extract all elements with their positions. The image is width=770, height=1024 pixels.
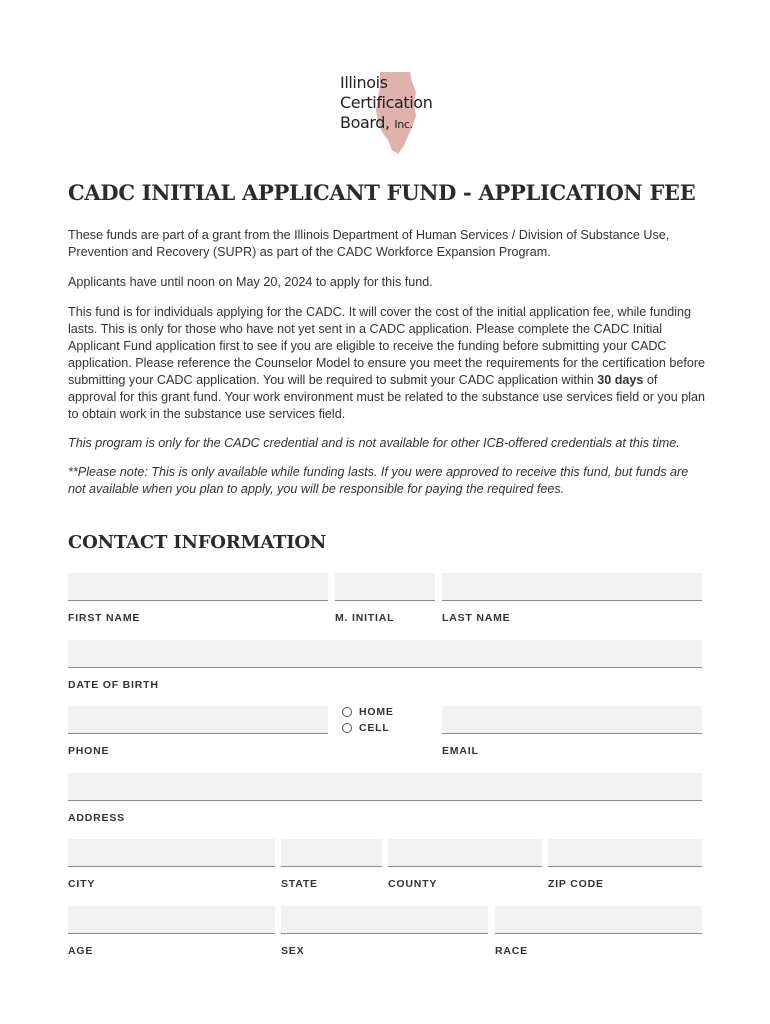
zip-code-field[interactable] xyxy=(548,839,702,867)
first-name-label: FIRST NAME xyxy=(68,612,141,624)
date-of-birth-field[interactable] xyxy=(68,640,702,668)
cadc-only-note: This program is only for the CADC credential and is not available for other ICB-offered credentials at this time. xyxy=(68,436,680,450)
state-field[interactable] xyxy=(281,839,382,867)
details-paragraph xyxy=(68,304,706,423)
funding-note: **Please note: This is only available while funding lasts. If you were approved to receive this fund, but funds are not available when you plan to apply, you will be responsible for paying the required fees. xyxy=(68,465,689,496)
sex-field[interactable] xyxy=(281,906,488,934)
date-of-birth-label: DATE OF BIRTH xyxy=(68,679,159,691)
logo-text-line3 xyxy=(340,114,413,134)
icb-logo xyxy=(336,66,436,158)
state-label: STATE xyxy=(281,878,318,890)
cell-radio-button[interactable] xyxy=(342,723,352,733)
address-label: ADDRESS xyxy=(68,812,125,824)
logo-text-board: Board, xyxy=(340,113,390,132)
home-radio-button[interactable] xyxy=(342,707,352,717)
phone-label: PHONE xyxy=(68,745,110,757)
first-name-field[interactable] xyxy=(68,573,328,601)
cell-radio-label: CELL xyxy=(359,722,390,734)
email-field[interactable] xyxy=(442,706,702,734)
intro-paragraph: These funds are part of a grant from the Illinois Department of Human Services / Division of Substance Use, Prevention and Recovery (SUPR) as part of the CADC Workforce Expansion Program. xyxy=(68,228,670,259)
race-field[interactable] xyxy=(495,906,702,934)
city-field[interactable] xyxy=(68,839,275,867)
page-title: CADC INITIAL APPLICANT FUND - APPLICATION FEE xyxy=(68,180,696,205)
last-name-field[interactable] xyxy=(442,573,702,601)
details-text-start: This fund is for individuals applying for the CADC. It will cover the cost of the initial application fee, while funding lasts. This is only for those who have not yet sent in a CADC application. Please complete the CADC Initial Applicant Fund application first to see if you are eligible to receive the funding before submitting your CADC application. Please reference the Counselor Model to ensure you meet the requirements for the certification before submitting your CADC application. You will be required to submit your CADC application within xyxy=(68,305,706,387)
age-field[interactable] xyxy=(68,906,275,934)
middle-initial-field[interactable] xyxy=(335,573,435,601)
address-field[interactable] xyxy=(68,773,702,801)
contact-section-heading: CONTACT INFORMATION xyxy=(68,532,327,553)
zip-code-label: ZIP CODE xyxy=(548,878,604,890)
age-label: AGE xyxy=(68,945,94,957)
details-bold-days: 30 days xyxy=(597,373,644,387)
details-text-end: of approval for this grant fund. Your work environment must be related to the substance use services field or you plan to obtain work in the substance use services field. xyxy=(68,373,706,421)
race-label: RACE xyxy=(495,945,528,957)
phone-type-cell[interactable] xyxy=(342,722,390,734)
sex-label: SEX xyxy=(281,945,305,957)
home-radio-label: HOME xyxy=(359,706,394,718)
logo-text-line2: Certification xyxy=(340,93,433,112)
county-field[interactable] xyxy=(388,839,542,867)
city-label: CITY xyxy=(68,878,96,890)
email-label: EMAIL xyxy=(442,745,479,757)
logo-text-line1: Illinois xyxy=(340,73,388,92)
logo-text-inc: Inc. xyxy=(394,118,413,131)
phone-type-home[interactable] xyxy=(342,706,394,718)
county-label: COUNTY xyxy=(388,878,438,890)
deadline-paragraph: Applicants have until noon on May 20, 2024 to apply for this fund. xyxy=(68,275,433,289)
last-name-label: LAST NAME xyxy=(442,612,511,624)
phone-field[interactable] xyxy=(68,706,328,734)
middle-initial-label: M. INITIAL xyxy=(335,612,395,624)
